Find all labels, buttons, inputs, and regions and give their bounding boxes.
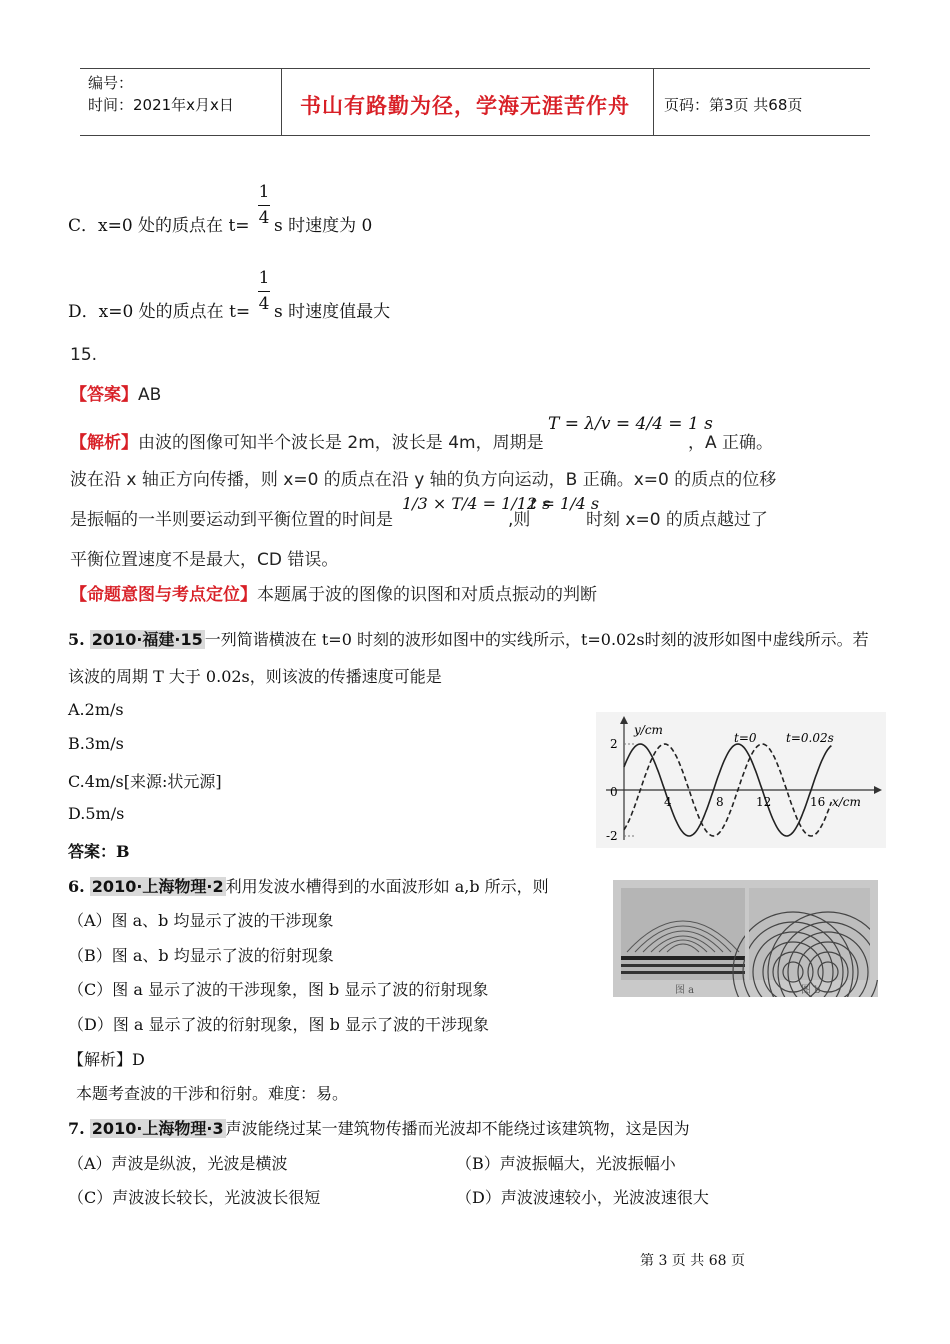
q6-option-a: （A）图 a、b 均显示了波的干涉现象 <box>68 911 334 930</box>
q5-line2: 该波的周期 T 大于 0.02s，则该波的传播速度可能是 <box>68 667 442 686</box>
label-t002: t=0.02s <box>786 731 834 745</box>
header-divider-1 <box>281 68 282 136</box>
x-tick-16: 16 <box>810 795 826 809</box>
q15-analysis-tag: 【解析】 <box>70 433 138 453</box>
header-divider-2 <box>653 68 654 136</box>
q15-line1-a: 由波的图像可知半个波长是 <box>138 433 342 453</box>
q7-option-c: （C）声波波长较长，光波波长很短 <box>68 1188 321 1207</box>
image-a-label: 图 a <box>675 985 695 996</box>
ripple-edge <box>870 888 878 980</box>
q15-analysis-line1 <box>70 428 544 453</box>
option-d-frac-den: 4 <box>258 294 270 314</box>
q5-tag: 2010·福建·15 <box>91 630 203 649</box>
q15-line3-formula: 1/3 × T/4 = 1/12 s <box>402 494 551 513</box>
q15-analysis-line4: 平衡位置速度不是最大，CD 错误。 <box>70 550 339 570</box>
q6-option-b: （B）图 a、b 均显示了波的衍射现象 <box>68 946 334 965</box>
q5-text1: 一列简谐横波在 t=0 时刻的波形如图中的实线所示，t=0.02s <box>204 630 645 649</box>
q5-option-d: D.5m/s <box>68 804 125 823</box>
q15-line1-c: ，波长是 <box>374 433 443 453</box>
q6-note: 本题考查波的干涉和衍射。难度：易。 <box>76 1084 349 1103</box>
q5-line1 <box>68 627 869 650</box>
wave-graph <box>596 712 886 848</box>
option-c-frac-den: 4 <box>258 208 270 228</box>
q15-line3-b: ,则 <box>508 510 531 530</box>
q6-tag: 2010·上海物理·2 <box>91 877 224 896</box>
q15-answer-tag: 【答案】 <box>70 385 138 405</box>
header-motto: 书山有路勤为径，学海无涯苦作舟 <box>300 94 630 118</box>
page-footer: 第 3 页 共 68 页 <box>640 1253 745 1269</box>
option-d-suffix: s 时速度值最大 <box>274 302 391 322</box>
q5-number: 5. <box>68 630 85 649</box>
q7-tag: 2010·上海物理·3 <box>91 1119 224 1138</box>
option-c-frac-num: 1 <box>258 182 270 202</box>
q15-analysis-line2: 波在沿 x 轴正方向传播，则 x=0 的质点在沿 y 轴的负方向运动，B 正确。x=0 的质点的位移 <box>70 470 777 490</box>
q7-option-b: （B）声波振幅大，光波振幅小 <box>456 1154 676 1173</box>
header-bottom-rule <box>80 135 870 136</box>
q5-option-a: A.2m/s <box>68 700 124 719</box>
y-tick-neg2: -2 <box>606 829 618 843</box>
x-tick-12: 12 <box>756 795 772 809</box>
q15-line3-t: t = 1/4 s <box>530 494 600 513</box>
q15-line1-b: 2m <box>347 433 375 453</box>
header-top-rule <box>80 68 870 69</box>
option-d-frac-bar <box>258 291 270 292</box>
q15-intent: 本题属于波的图像的识图和对质点振动的判断 <box>257 585 597 605</box>
q6-option-c: （C）图 a 显示了波的干涉现象，图 b 显示了波的衍射现象 <box>68 980 489 999</box>
q6-analysis: 【解析】D <box>68 1050 145 1069</box>
q7-text: 声波能绕过某一建筑物传播而光波却不能绕过该建筑物，这是因为 <box>225 1119 690 1138</box>
label-t0: t=0 <box>734 731 757 745</box>
q15-number: 15. <box>70 345 98 365</box>
q7-option-d: （D）声波波速较小，光波波速很大 <box>456 1188 709 1207</box>
q5-option-c: C.4m/s[来源:状元源] <box>68 772 222 791</box>
q7-option-a: （A）声波是纵波，光波是横波 <box>68 1154 288 1173</box>
ripple-image-b <box>749 888 870 980</box>
x-tick-4: 4 <box>664 795 672 809</box>
q6-text: 利用发波水槽得到的水面波形如 a,b 所示，则 <box>225 877 549 896</box>
option-c-suffix: s 时速度为 0 <box>274 216 373 236</box>
x-axis-label: x/cm <box>832 795 861 809</box>
option-d-frac-num: 1 <box>258 268 270 288</box>
q15-intent-tag: 【命题意图与考点定位】 <box>70 585 257 605</box>
q15-answer: AB <box>138 385 162 405</box>
q15-line1-d: 4m <box>448 433 476 453</box>
q6-line1 <box>68 874 549 897</box>
q6-number: 6. <box>68 877 85 896</box>
header-left <box>88 72 234 116</box>
option-c-prefix: C．x=0 处的质点在 t= <box>68 216 250 236</box>
y-tick-2: 2 <box>610 737 618 751</box>
x-tick-8: 8 <box>716 795 724 809</box>
option-d-prefix: D．x=0 处的质点在 t= <box>68 302 251 322</box>
q5-text1b: 时刻的波形如图中虚线所示。若 <box>644 630 869 649</box>
y-tick-0: 0 <box>610 785 618 799</box>
q7-line1 <box>68 1116 690 1139</box>
q5-answer: 答案：B <box>68 842 130 861</box>
q15-line1-f: ，A 正确。 <box>688 433 774 453</box>
q15-intent-line <box>70 580 597 605</box>
image-b-label: 图 b <box>801 985 821 996</box>
y-axis-label: y/cm <box>634 723 663 737</box>
q15-line1-e: ，周期是 <box>475 433 544 453</box>
ripple-divider <box>745 888 749 980</box>
q5-option-b: B.3m/s <box>68 734 124 753</box>
q15-answer-line <box>70 380 161 405</box>
header-number-label: 编号： <box>88 74 134 92</box>
ripple-a-wave-2 <box>621 971 745 974</box>
q7-number: 7. <box>68 1119 85 1138</box>
ripple-a-barrier <box>621 956 745 960</box>
q6-option-d: （D）图 a 显示了波的衍射现象，图 b 显示了波的干涉现象 <box>68 1015 489 1034</box>
q15-line3-a: 是振幅的一半则要运动到平衡位置的时间是 <box>70 510 393 530</box>
ripple-a-wave-1 <box>621 964 745 967</box>
q15-line3-c: 时刻 x=0 的质点越过了 <box>586 510 768 530</box>
q15-line1-formula: T = λ/v = 4/4 = 1 s <box>548 414 713 434</box>
ripple-tank-figure <box>613 880 878 997</box>
header-date-label: 时间：2021年x月x日 <box>88 96 234 114</box>
option-c-frac-bar <box>258 205 270 206</box>
header-page-label: 页码：第3页 共68页 <box>664 96 803 114</box>
